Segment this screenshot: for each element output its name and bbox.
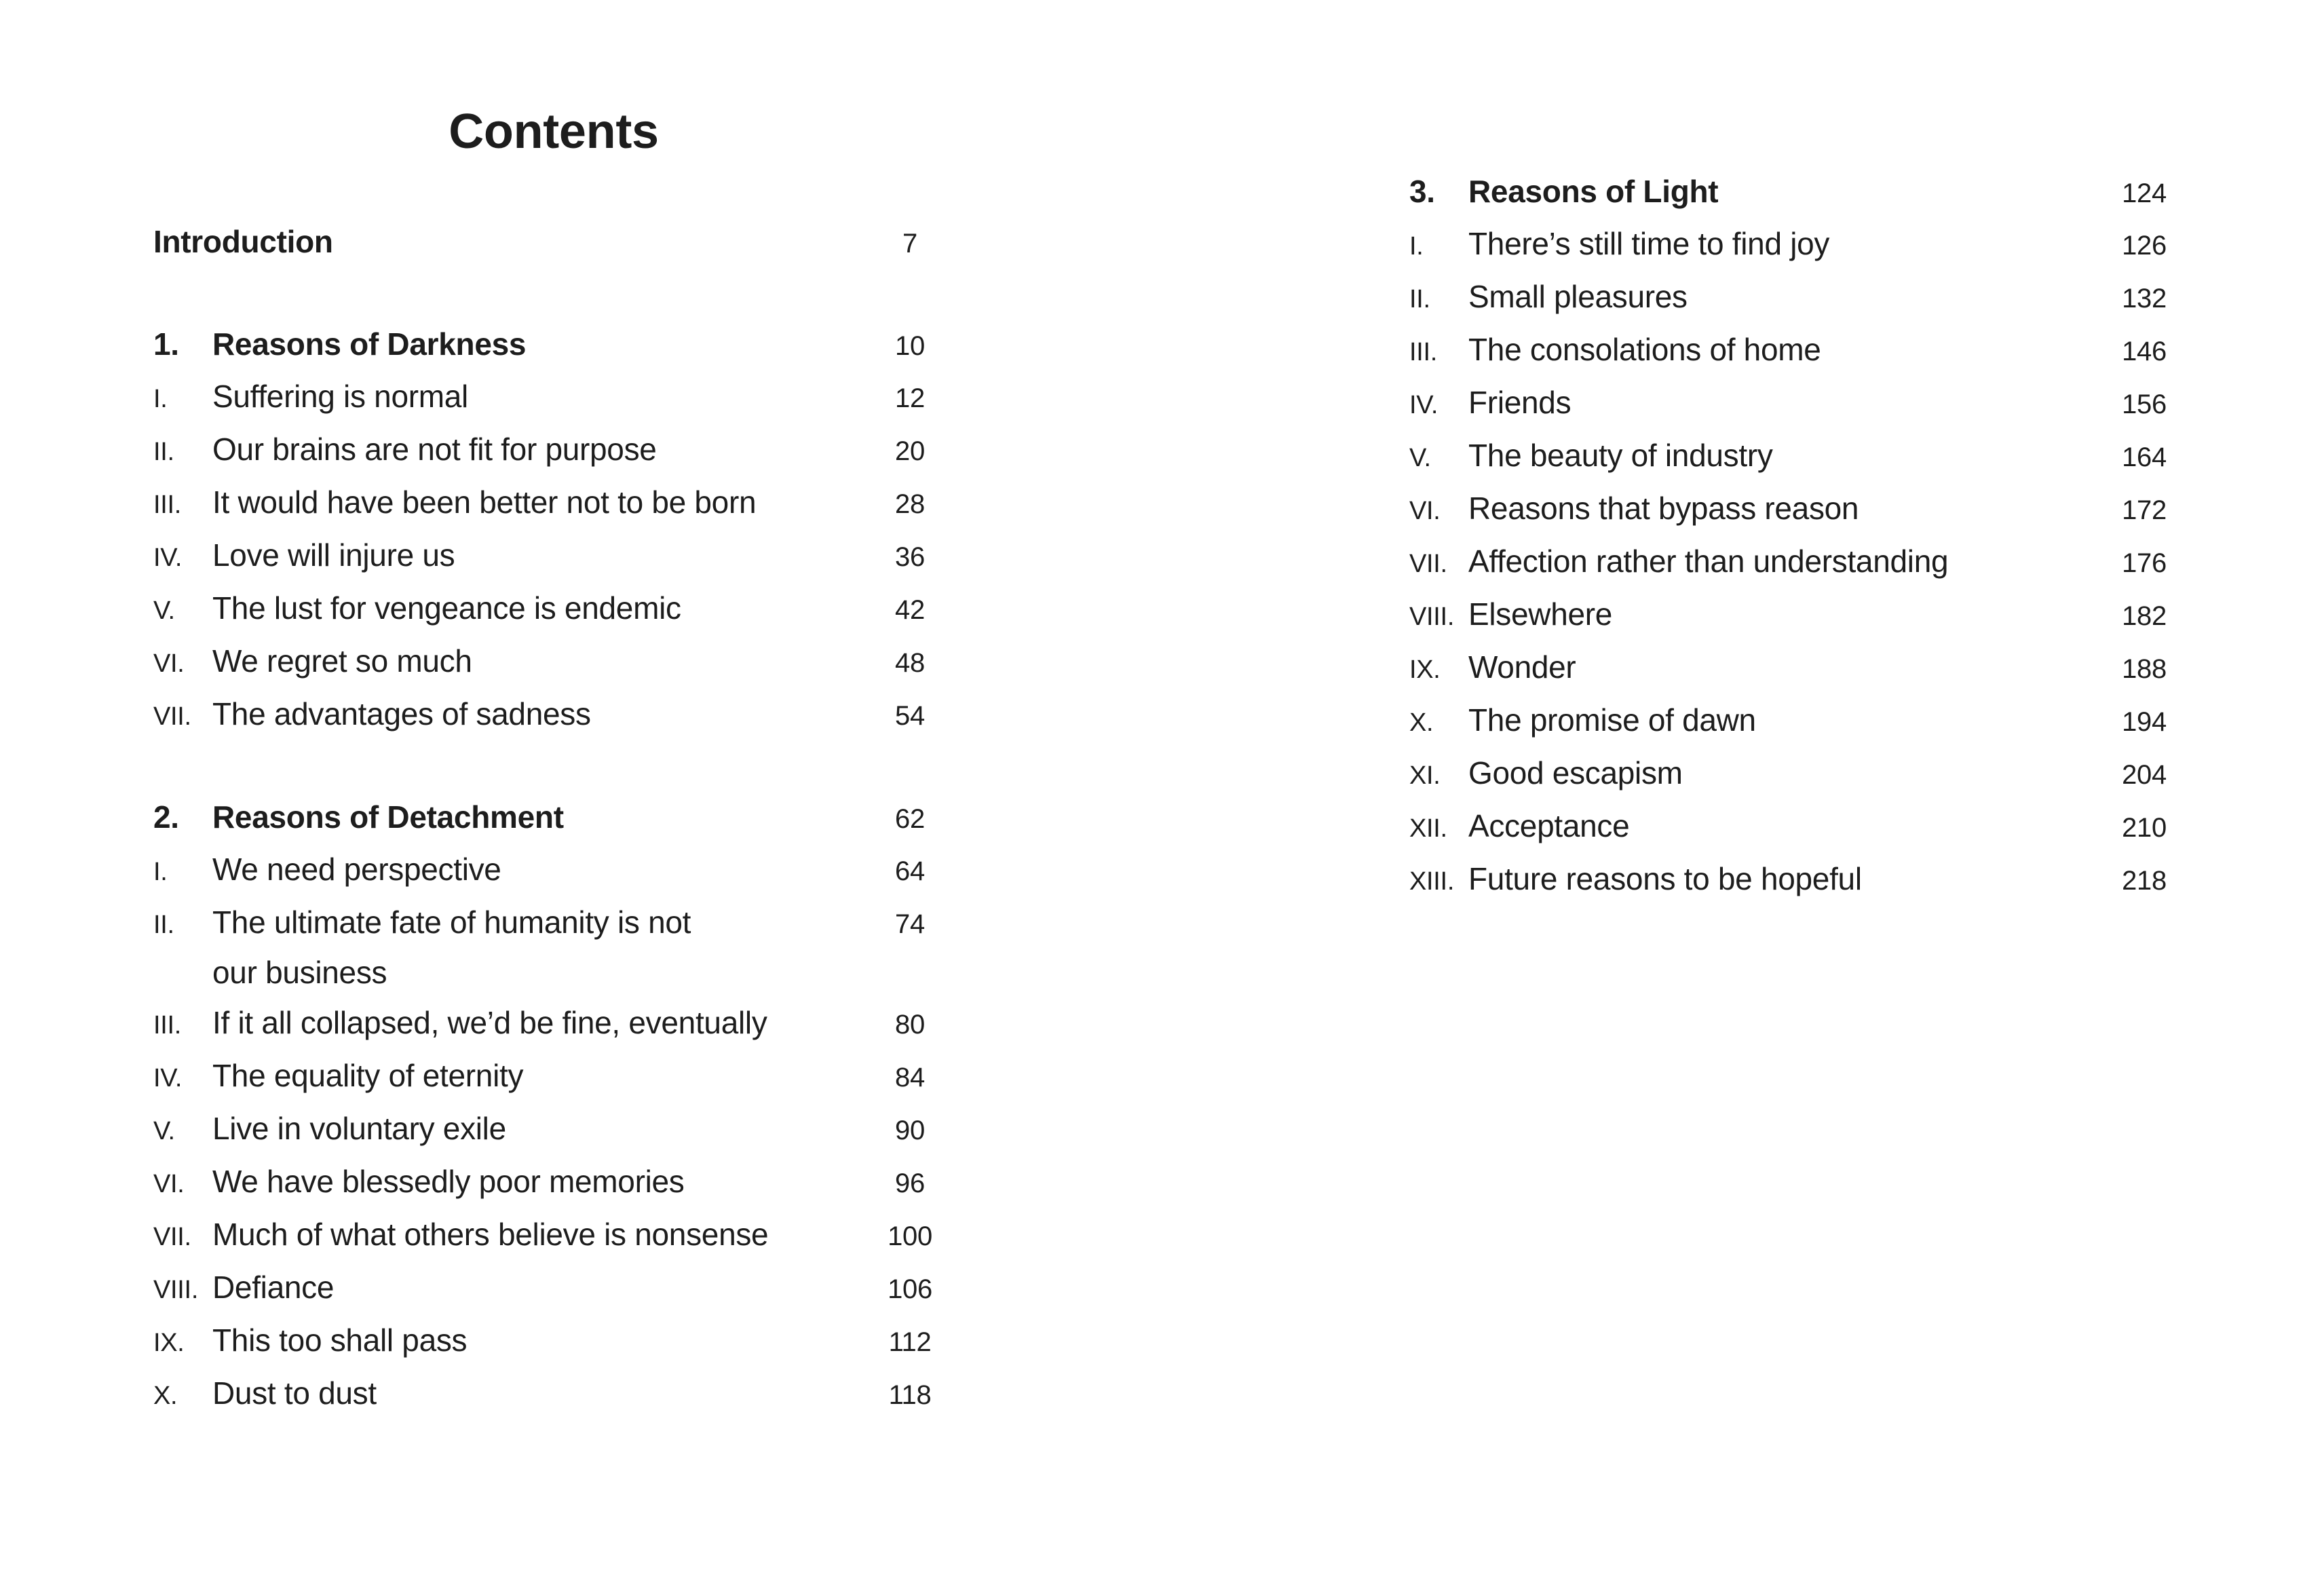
entry-page: 96 (895, 1168, 925, 1198)
entry-numeral: VI. (1409, 497, 1441, 525)
entry-numeral: VII. (1409, 550, 1447, 578)
entry-page: 84 (895, 1063, 925, 1092)
toc-entry (153, 424, 971, 477)
toc-entry (153, 1156, 971, 1209)
toc-section-header (153, 319, 971, 371)
entry-page: 146 (2122, 337, 2167, 366)
entry-page: 176 (2122, 548, 2167, 578)
entry-title: Affection rather than understanding (1468, 544, 1949, 579)
entry-page: 218 (2122, 866, 2167, 896)
entry-title: Suffering is normal (212, 379, 468, 414)
entry-page: 182 (2122, 601, 2167, 631)
section-title: Reasons of Light (1468, 174, 1719, 209)
toc-entry (153, 1050, 971, 1103)
entry-numeral: VIII. (1409, 603, 1455, 631)
toc-entry (153, 1262, 971, 1315)
toc-entry (153, 1368, 971, 1421)
entry-page: 20 (895, 436, 925, 466)
entry-page: 42 (895, 595, 925, 625)
toc-entry (153, 583, 971, 636)
toc-entry (153, 1315, 971, 1368)
toc-entry (1409, 748, 2205, 801)
entry-title-line2: our business (212, 955, 387, 990)
entry-numeral: VI. (153, 649, 185, 678)
entry-title: Friends (1468, 385, 1571, 420)
section-number: 1. (153, 326, 179, 362)
entry-title: Elsewhere (1468, 596, 1613, 632)
entry-numeral: III. (153, 1011, 182, 1040)
entry-page: 80 (895, 1010, 925, 1040)
entry-title: Live in voluntary exile (212, 1111, 506, 1146)
entry-title: Love will injure us (212, 537, 455, 573)
entry-title: We have blessedly poor memories (212, 1164, 685, 1199)
entry-numeral: IV. (153, 1064, 183, 1092)
toc-entry (1409, 642, 2205, 695)
entry-title: Introduction (153, 224, 333, 259)
entry-title-line1: The ultimate fate of humanity is not (212, 905, 691, 940)
entry-title: Much of what others believe is nonsense (212, 1217, 769, 1252)
entry-page: 194 (2122, 707, 2167, 737)
toc-entry (1409, 589, 2205, 642)
toc-entry (153, 689, 971, 742)
toc-entry (153, 997, 971, 1050)
toc-entry (153, 1209, 971, 1262)
entry-numeral: IV. (153, 544, 183, 572)
entry-title: Small pleasures (1468, 279, 1688, 314)
entry-page: 54 (895, 701, 925, 731)
toc-entry (153, 477, 971, 530)
toc-entry (1409, 430, 2205, 483)
entry-numeral: VIII. (153, 1276, 199, 1304)
toc-entry (153, 636, 971, 689)
entry-title: The beauty of industry (1468, 438, 1773, 473)
entry-page: 12 (895, 383, 925, 413)
entry-title: The promise of dawn (1468, 702, 1756, 738)
entry-numeral: X. (153, 1382, 178, 1410)
page-title: Contents (449, 104, 659, 159)
entry-title: Acceptance (1468, 808, 1630, 843)
toc-column-left (153, 216, 971, 1421)
entry-page: 100 (888, 1221, 932, 1251)
toc-entry (153, 1103, 971, 1156)
toc-entry (1409, 324, 2205, 377)
entry-page: 164 (2122, 442, 2167, 472)
entry-numeral: II. (1409, 285, 1430, 313)
toc-section-header (153, 792, 971, 844)
entry-title: The advantages of sadness (212, 696, 591, 731)
entry-numeral: II. (153, 438, 174, 466)
entry-numeral: V. (153, 1117, 175, 1145)
entry-title: It would have been better not to be born (212, 484, 757, 520)
entry-page: 126 (2122, 231, 2167, 261)
entry-title: We regret so much (212, 643, 472, 679)
entry-page: 106 (888, 1274, 932, 1304)
toc-entry (1409, 483, 2205, 536)
entry-numeral: XI. (1409, 761, 1441, 790)
entry-page: 36 (895, 542, 925, 572)
entry-page: 112 (888, 1327, 932, 1357)
section-title: Reasons of Darkness (212, 326, 527, 362)
entry-page: 204 (2122, 760, 2167, 790)
toc-entry (1409, 218, 2205, 271)
entry-numeral: V. (153, 596, 175, 625)
entry-title: Reasons that bypass reason (1468, 491, 1859, 526)
entry-title: Wonder (1468, 649, 1576, 685)
entry-page: 188 (2122, 654, 2167, 684)
entry-page: 132 (2122, 284, 2167, 313)
entry-page: 28 (895, 489, 925, 519)
toc-entry (153, 897, 971, 997)
section-number: 2. (153, 799, 179, 835)
entry-numeral: III. (1409, 338, 1438, 366)
toc-entry (1409, 801, 2205, 854)
entry-title (212, 897, 849, 997)
entry-numeral: IX. (1409, 655, 1441, 684)
entry-numeral: I. (1409, 232, 1424, 261)
toc-entry (153, 371, 971, 424)
toc-entry (153, 844, 971, 897)
entry-title: Dust to dust (212, 1375, 377, 1411)
entry-numeral: VII. (153, 1223, 191, 1251)
entry-numeral: IX. (153, 1329, 185, 1357)
entry-title: Future reasons to be hopeful (1468, 861, 1862, 896)
entry-title: We need perspective (212, 852, 501, 887)
entry-numeral: XIII. (1409, 867, 1455, 896)
toc-entry (1409, 271, 2205, 324)
entry-page: 172 (2122, 495, 2167, 525)
entry-title: The lust for vengeance is endemic (212, 590, 681, 626)
entry-page: 90 (895, 1116, 925, 1145)
toc-section-header (1409, 166, 2205, 218)
toc-entry-introduction (153, 216, 971, 269)
section-page: 10 (895, 331, 925, 361)
entry-numeral: VI. (153, 1170, 185, 1198)
entry-title: There’s still time to find joy (1468, 226, 1830, 261)
entry-numeral: I. (153, 385, 168, 413)
section-page: 62 (895, 804, 925, 834)
entry-numeral: II. (153, 911, 174, 939)
entry-numeral: IV. (1409, 391, 1439, 419)
entry-title: The consolations of home (1468, 332, 1821, 367)
toc-column-right (1409, 166, 2205, 907)
toc-entry (153, 530, 971, 583)
entry-numeral: VII. (153, 702, 191, 731)
entry-page: 48 (895, 648, 925, 678)
toc-entry (1409, 854, 2205, 907)
entry-page: 64 (895, 856, 925, 886)
entry-numeral: I. (153, 858, 168, 886)
section-page: 124 (2122, 178, 2167, 208)
entry-page: 210 (2122, 813, 2167, 843)
section-number: 3. (1409, 174, 1435, 209)
entry-title: Our brains are not fit for purpose (212, 432, 657, 467)
entry-title: This too shall pass (212, 1323, 468, 1358)
toc-entry (1409, 536, 2205, 589)
entry-numeral: V. (1409, 444, 1431, 472)
entry-title: Good escapism (1468, 755, 1683, 791)
entry-page: 7 (902, 229, 917, 259)
entry-page: 74 (895, 909, 925, 939)
toc-entry (1409, 695, 2205, 748)
toc-entry (1409, 377, 2205, 430)
entry-numeral: XII. (1409, 814, 1447, 843)
entry-title: The equality of eternity (212, 1058, 524, 1093)
entry-page: 156 (2122, 389, 2167, 419)
entry-title: Defiance (212, 1270, 335, 1305)
entry-numeral: III. (153, 491, 182, 519)
entry-title: If it all collapsed, we’d be fine, eventually (212, 1005, 767, 1040)
entry-numeral: X. (1409, 708, 1434, 737)
entry-page: 118 (888, 1380, 932, 1410)
section-title: Reasons of Detachment (212, 799, 564, 835)
